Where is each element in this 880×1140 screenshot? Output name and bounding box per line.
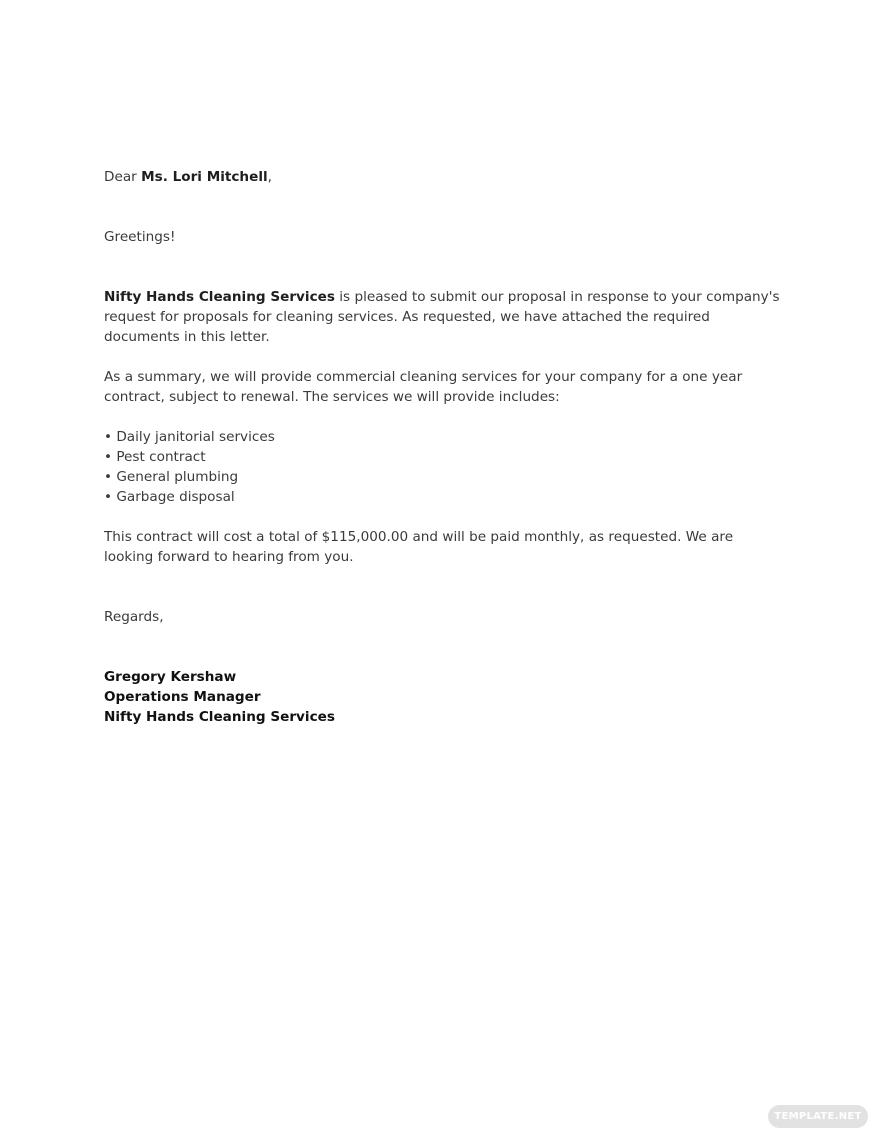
intro-paragraph: [104, 287, 780, 347]
recipient-name: Ms. Lori Mitchell: [141, 169, 268, 185]
intro-text: is pleased to submit our proposal in response to your company's request for proposals for cleaning services. As requested, we have attached the required documents in this letter.: [104, 289, 780, 345]
salutation-prefix: Dear: [104, 169, 142, 185]
signature-title: Operations Manager: [104, 689, 261, 705]
closing: Regards,: [104, 609, 164, 625]
services-list: [104, 427, 780, 507]
service-item: • General plumbing: [104, 467, 780, 487]
service-item: • Daily janitorial services: [104, 427, 780, 447]
signature-company: Nifty Hands Cleaning Services: [104, 709, 335, 725]
cost-paragraph: This contract will cost a total of $115,000.00 and will be paid monthly, as requested. We are looking forward to hearing from you.: [104, 529, 734, 565]
greeting: Greetings!: [104, 229, 176, 245]
signature-name: Gregory Kershaw: [104, 669, 237, 685]
salutation-suffix: ,: [267, 169, 272, 185]
summary-paragraph: As a summary, we will provide commercial cleaning services for your company for a one year contract, subject to renewal. The services we will provide includes:: [104, 369, 743, 405]
watermark-badge: TEMPLATE.NET: [768, 1105, 868, 1128]
service-item: • Garbage disposal: [104, 487, 780, 507]
salutation: [104, 167, 780, 187]
service-item: • Pest contract: [104, 447, 780, 467]
company-name: Nifty Hands Cleaning Services: [104, 289, 335, 305]
letter-body: [104, 167, 780, 727]
